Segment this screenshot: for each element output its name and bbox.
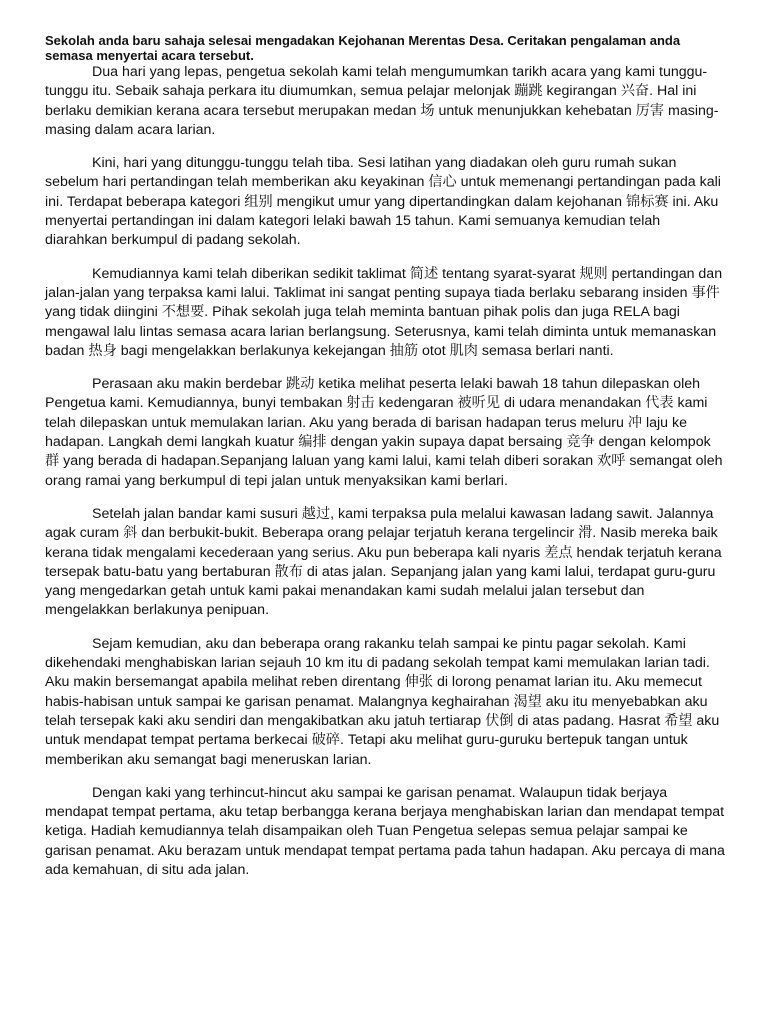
paragraph-1: Dua hari yang lepas, pengetua sekolah kami telah mengumumkan tarikh acara yang kami tunggu-tunggu itu. Sebaik sahaja perkara itu diumumkan, semua pelajar melonjak 蹦跳 kegirangan 兴奋. Hal ini berlaku demikian kerana acara tersebut merupakan medan 场 untuk menunjukkan kehebatan 厉害 masing-masing dalam acara larian. [45, 64, 719, 138]
paragraph-3: Kemudiannya kami telah diberikan sedikit taklimat 简述 tentang syarat-syarat 规则 pertandingan dan jalan-jalan yang terpaksa kami lalui. Taklimat ini sangat penting supaya tiada berlaku sebarang insiden 事件 yang tidak diingini 不想要. Pihak sekolah juga telah meminta bantuan pihak polis dan juga RELA bagi mengawal lalu lintas semasa acara larian berlangsung. Seterusnya, kami telah diminta untuk memanaskan badan 热身 bagi mengelakkan berlakunya kekejangan 抽筋 otot 肌肉 semasa berlari nanti. [45, 265, 723, 359]
paragraph-7: Dengan kaki yang terhincut-hincut aku sampai ke garisan penamat. Walaupun tidak berjaya mendapat tempat pertama, aku tetap berbangga kerana berjaya menghabiskan larian dan mendapat tempat ketiga. Hadiah kemudiannya telah disampaikan oleh Tuan Pengetua selepas semua pelajar sampai ke garisan penamat. Aku berazam untuk mendapat tempat pertama pada tahun hadapan. Aku percaya di mana ada kemahuan, di situ ada jalan. [45, 784, 725, 878]
paragraph-4: Perasaan aku makin berdebar 跳动 ketika melihat peserta lelaki bawah 18 tahun dilepaskan oleh Pengetua kami. Kemudiannya, bunyi tembakan 射击 kedengaran 被听见 di udara menandakan 代表 kami telah dilepaskan untuk memulakan larian. Aku yang berada di barisan hadapan terus meluru 冲 laju ke hadapan. Langkah demi langkah kuatur 编排 dengan yakin supaya dapat bersaing 竞争 dengan kelompok 群 yang berada di hadapan.Sepanjang laluan yang kami lalui, kami telah diberi sorakan 欢呼 semangat oleh orang ramai yang berkumpul di tepi jalan untuk menyaksikan kami berlari. [45, 376, 723, 489]
essay-question-title: Sekolah anda baru sahaja selesai mengadakan Kejohanan Merentas Desa. Ceritakan pengalaman anda semasa menyertai acara tersebut. [45, 33, 681, 63]
paragraph-6: Sejam kemudian, aku dan beberapa orang rakanku telah sampai ke pintu pagar sekolah. Kami dikehendaki menghabiskan larian sejauh 10 km itu di padang sekolah tempat kami memulakan larian tadi. Aku makin bersemangat apabila melihat reben direntang 伸张 di lorong penamat larian itu. Aku memecut habis-habisan untuk sampai ke garisan penamat. Malangnya keghairahan 渴望 aku itu menyebabkan aku telah tersepak kaki aku sendiri dan mengakibatkan aku jatuh tertiarap 伏倒 di atas padang. Hasrat 希望 aku untuk mendapat tempat pertama berkecai 破碎. Tetapi aku melihat guru-guruku bertepuk tangan untuk memberikan aku semangat bagi meneruskan larian. [45, 635, 720, 768]
essay-page [45, 33, 725, 894]
paragraph-5: Setelah jalan bandar kami susuri 越过, kami terpaksa pula melalui kawasan ladang sawit. Jalannya agak curam 斜 dan berbukit-bukit. Beberapa orang pelajar terjatuh kerana tergelincir 滑. Nasib mereka baik kerana tidak mengalami kecederaan yang serius. Aku pun beberapa kali nyaris 差点 hendak terjatuh kerana tersepak batu-batu yang bertaburan 散布 di atas jalan. Sepanjang jalan yang kami lalui, terdapat guru-guru yang mengedarkan getah untuk kami pakai menandakan kami sudah melalui jalan tersebut dan mengelakkan berlakunya penipuan. [45, 505, 722, 619]
paragraph-2: Kini, hari yang ditunggu-tunggu telah tiba. Sesi latihan yang diadakan oleh guru rumah sukan sebelum hari pertandingan telah memberikan aku keyakinan 信心 untuk memenangi pertandingan pada kali ini. Terdapat beberapa kategori 组别 mengikut umur yang dipertandingkan dalam kejohanan 锦标赛 ini. Aku menyertai pertandingan ini dalam kategori lelaki bawah 15 tahun. Kami semuanya kemudian telah diarahkan berkumpul di padang sekolah. [45, 155, 721, 249]
